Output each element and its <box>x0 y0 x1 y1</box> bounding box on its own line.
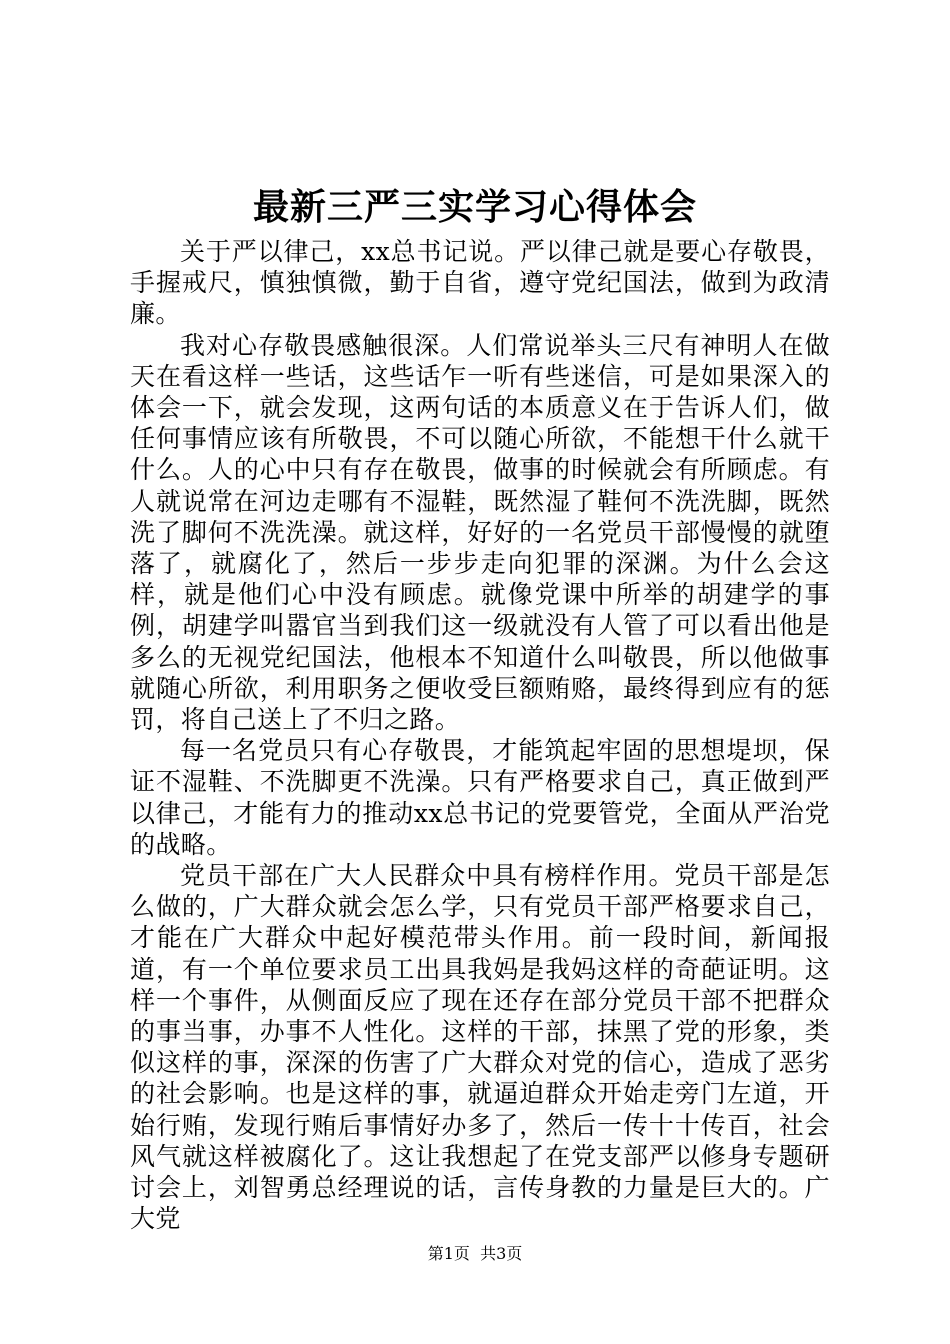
paragraph-3: 每一名党员只有心存敬畏，才能筑起牢固的思想堤坝，保证不湿鞋、不洗脚更不洗澡。只有严格要求自己，真正做到严以律己，才能有力的推动xx总书记的党要管党，全面从严治党的战略。 <box>130 736 830 859</box>
paragraph-2: 我对心存敬畏感触很深。人们常说举头三尺有神明人在做天在看这样一些话，这些话乍一听有些迷信，可是如果深入的体会一下，就会发现，这两句话的本质意义在于告诉人们，做任何事情应该有所敬畏，不可以随心所欲，不能想干什么就干什么。人的心中只有存在敬畏，做事的时候就会有所顾虑。有人就说常在河边走哪有不湿鞋，既然湿了鞋何不洗洗脚，既然洗了脚何不洗洗澡。就这样，好好的一名党员干部慢慢的就堕落了，就腐化了，然后一步步走向犯罪的深渊。为什么会这样，就是他们心中没有顾虑。就像党课中所举的胡建学的事例，胡建学叫嚣官当到我们这一级就没有人管了可以看出他是多么的无视党纪国法，他根本不知道什么叫敬畏，所以他做事就随心所欲，利用职务之便收受巨额贿赂，最终得到应有的惩罚，将自己送上了不归之路。 <box>130 330 830 735</box>
page-footer <box>0 1244 950 1264</box>
document-body <box>130 236 830 1235</box>
page-total: 共3页 <box>480 1244 523 1263</box>
document-title: 最新三严三实学习心得体会 <box>252 187 697 228</box>
page-number: 第1页 <box>427 1244 470 1263</box>
paragraph-1: 关于严以律己，xx总书记说。严以律己就是要心存敬畏，手握戒尺，慎独慎微，勤于自省，遵守党纪国法，做到为政清廉。 <box>130 237 830 329</box>
paragraph-4: 党员干部在广大人民群众中具有榜样作用。党员干部是怎么做的，广大群众就会怎么学，只有党员干部严格要求自己，才能在广大群众中起好模范带头作用。前一段时间，新闻报道，有一个单位要求员工出具我妈是我妈这样的奇葩证明。这样一个事件，从侧面反应了现在还存在部分党员干部不把群众的事当事，办事不人性化。这样的干部，抹黑了党的形象，类似这样的事，深深的伤害了广大群众对党的信心，造成了恶劣的社会影响。也是这样的事，就逼迫群众开始走旁门左道，开始行贿，发现行贿后事情好办多了，然后一传十十传百，社会风气就这样被腐化了。这让我想起了在党支部严以修身专题研讨会上，刘智勇总经理说的话，言传身教的力量是巨大的。广大党 <box>130 861 830 1234</box>
